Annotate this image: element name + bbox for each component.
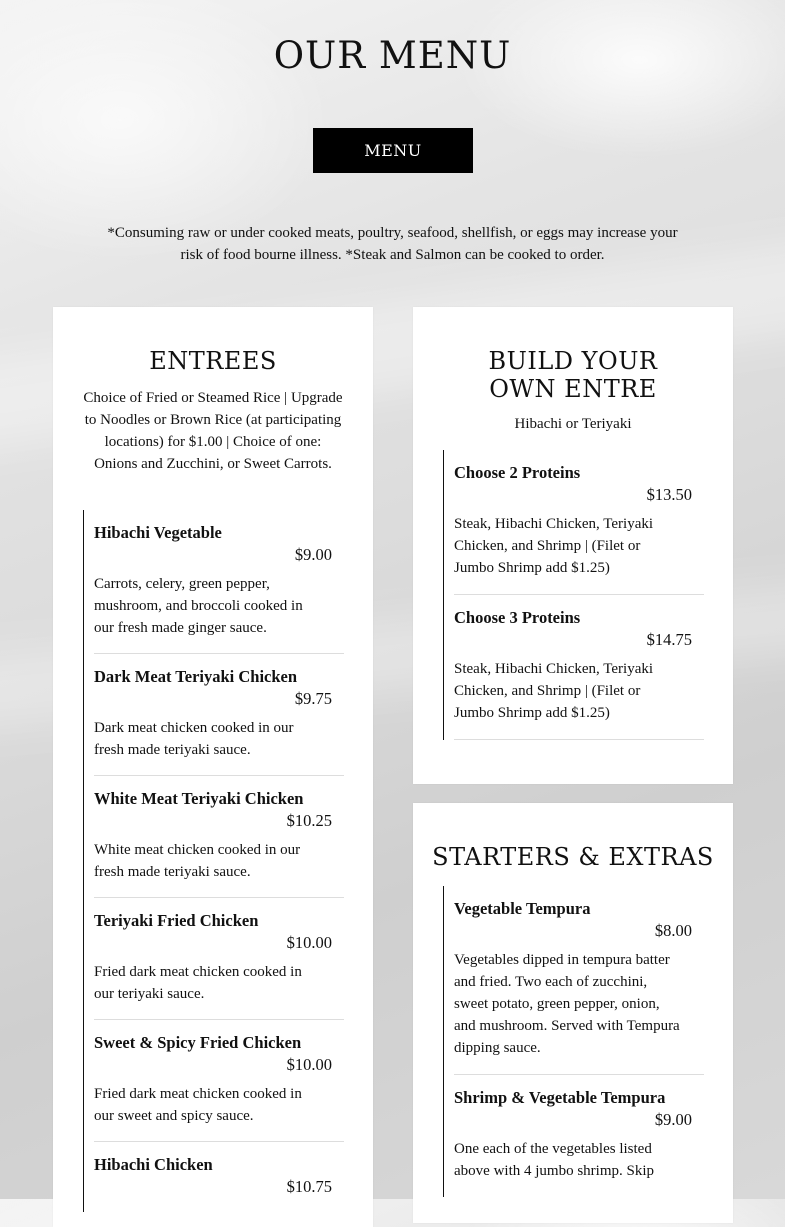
item-description: White meat chicken cooked in our fresh made teriyaki sauce. — [94, 842, 301, 880]
disclaimer-text: *Consuming raw or under cooked meats, poultry, seafood, shellfish, or eggs may increase your risk of food bourne illness. *Steak and Salmon can be cooked to order. — [107, 225, 678, 263]
menu-item[interactable] — [94, 1142, 344, 1212]
item-price: $10.75 — [286, 1177, 332, 1196]
menu-item[interactable] — [454, 886, 704, 1075]
entrees-card — [53, 307, 373, 1227]
item-description: Carrots, celery, green pepper, mushroom, and broccoli cooked in our fresh made ginger sauce. — [94, 576, 303, 636]
item-name: Hibachi Chicken — [94, 1155, 213, 1174]
item-price: $9.75 — [294, 689, 332, 708]
entrees-title: ENTREES — [149, 347, 277, 375]
build-your-own-card — [413, 307, 733, 784]
entrees-description: Choice of Fried or Steamed Rice | Upgrade to Noodles or Brown Rice (at participating locations) for $1.00 | Choice of one: Onions and Zucchini, or Sweet Carrots. — [83, 390, 343, 472]
menu-item[interactable] — [94, 898, 344, 1020]
starters-title: STARTERS & EXTRAS — [432, 843, 714, 871]
item-price: $13.50 — [646, 485, 692, 504]
build-list — [443, 450, 704, 740]
item-price: $9.00 — [294, 545, 332, 564]
item-description: Vegetables dipped in tempura batter and fried. Two each of zucchini, sweet potato, green pepper, onion, and mushroom. Served with Tempura dipping sauce. — [454, 952, 680, 1056]
item-description: Steak, Hibachi Chicken, Teriyaki Chicken, and Shrimp | (Filet or Jumbo Shrimp add $1.25) — [454, 516, 654, 576]
item-price: $10.00 — [286, 933, 332, 952]
menu-item[interactable] — [454, 450, 704, 595]
menu-item[interactable] — [454, 1075, 704, 1197]
item-name: Vegetable Tempura — [454, 899, 591, 918]
build-title: BUILD YOUR OWN ENTRE — [488, 347, 658, 403]
page-title: OUR MENU — [273, 34, 512, 77]
item-name: White Meat Teriyaki Chicken — [94, 789, 304, 808]
build-description: Hibachi or Teriyaki — [514, 416, 632, 432]
menu-item[interactable] — [94, 1020, 344, 1142]
menu-item[interactable] — [94, 776, 344, 898]
item-name: Choose 3 Proteins — [454, 608, 581, 627]
item-name: Choose 2 Proteins — [454, 463, 581, 482]
item-price: $10.25 — [286, 811, 332, 830]
entrees-list — [83, 510, 344, 1212]
item-description: One each of the vegetables listed above with 4 jumbo shrimp. Skip — [454, 1141, 654, 1179]
item-description: Steak, Hibachi Chicken, Teriyaki Chicken, and Shrimp | (Filet or Jumbo Shrimp add $1.25) — [454, 661, 654, 721]
menu-button[interactable]: MENU — [313, 128, 473, 173]
item-price: $8.00 — [654, 921, 692, 940]
menu-item[interactable] — [454, 595, 704, 740]
item-price: $14.75 — [646, 630, 692, 649]
item-name: Shrimp & Vegetable Tempura — [454, 1088, 666, 1107]
item-price: $10.00 — [286, 1055, 332, 1074]
item-description: Dark meat chicken cooked in our fresh made teriyaki sauce. — [94, 720, 294, 758]
item-name: Teriyaki Fried Chicken — [94, 911, 259, 930]
item-description: Fried dark meat chicken cooked in our sweet and spicy sauce. — [94, 1086, 302, 1124]
item-price: $9.00 — [654, 1110, 692, 1129]
item-description: Fried dark meat chicken cooked in our teriyaki sauce. — [94, 964, 302, 1002]
starters-list — [443, 886, 704, 1197]
item-name: Sweet & Spicy Fried Chicken — [94, 1033, 302, 1052]
menu-item[interactable] — [94, 654, 344, 776]
starters-card — [413, 803, 733, 1223]
menu-item[interactable] — [94, 510, 344, 654]
item-name: Dark Meat Teriyaki Chicken — [94, 667, 298, 686]
item-name: Hibachi Vegetable — [94, 523, 222, 542]
